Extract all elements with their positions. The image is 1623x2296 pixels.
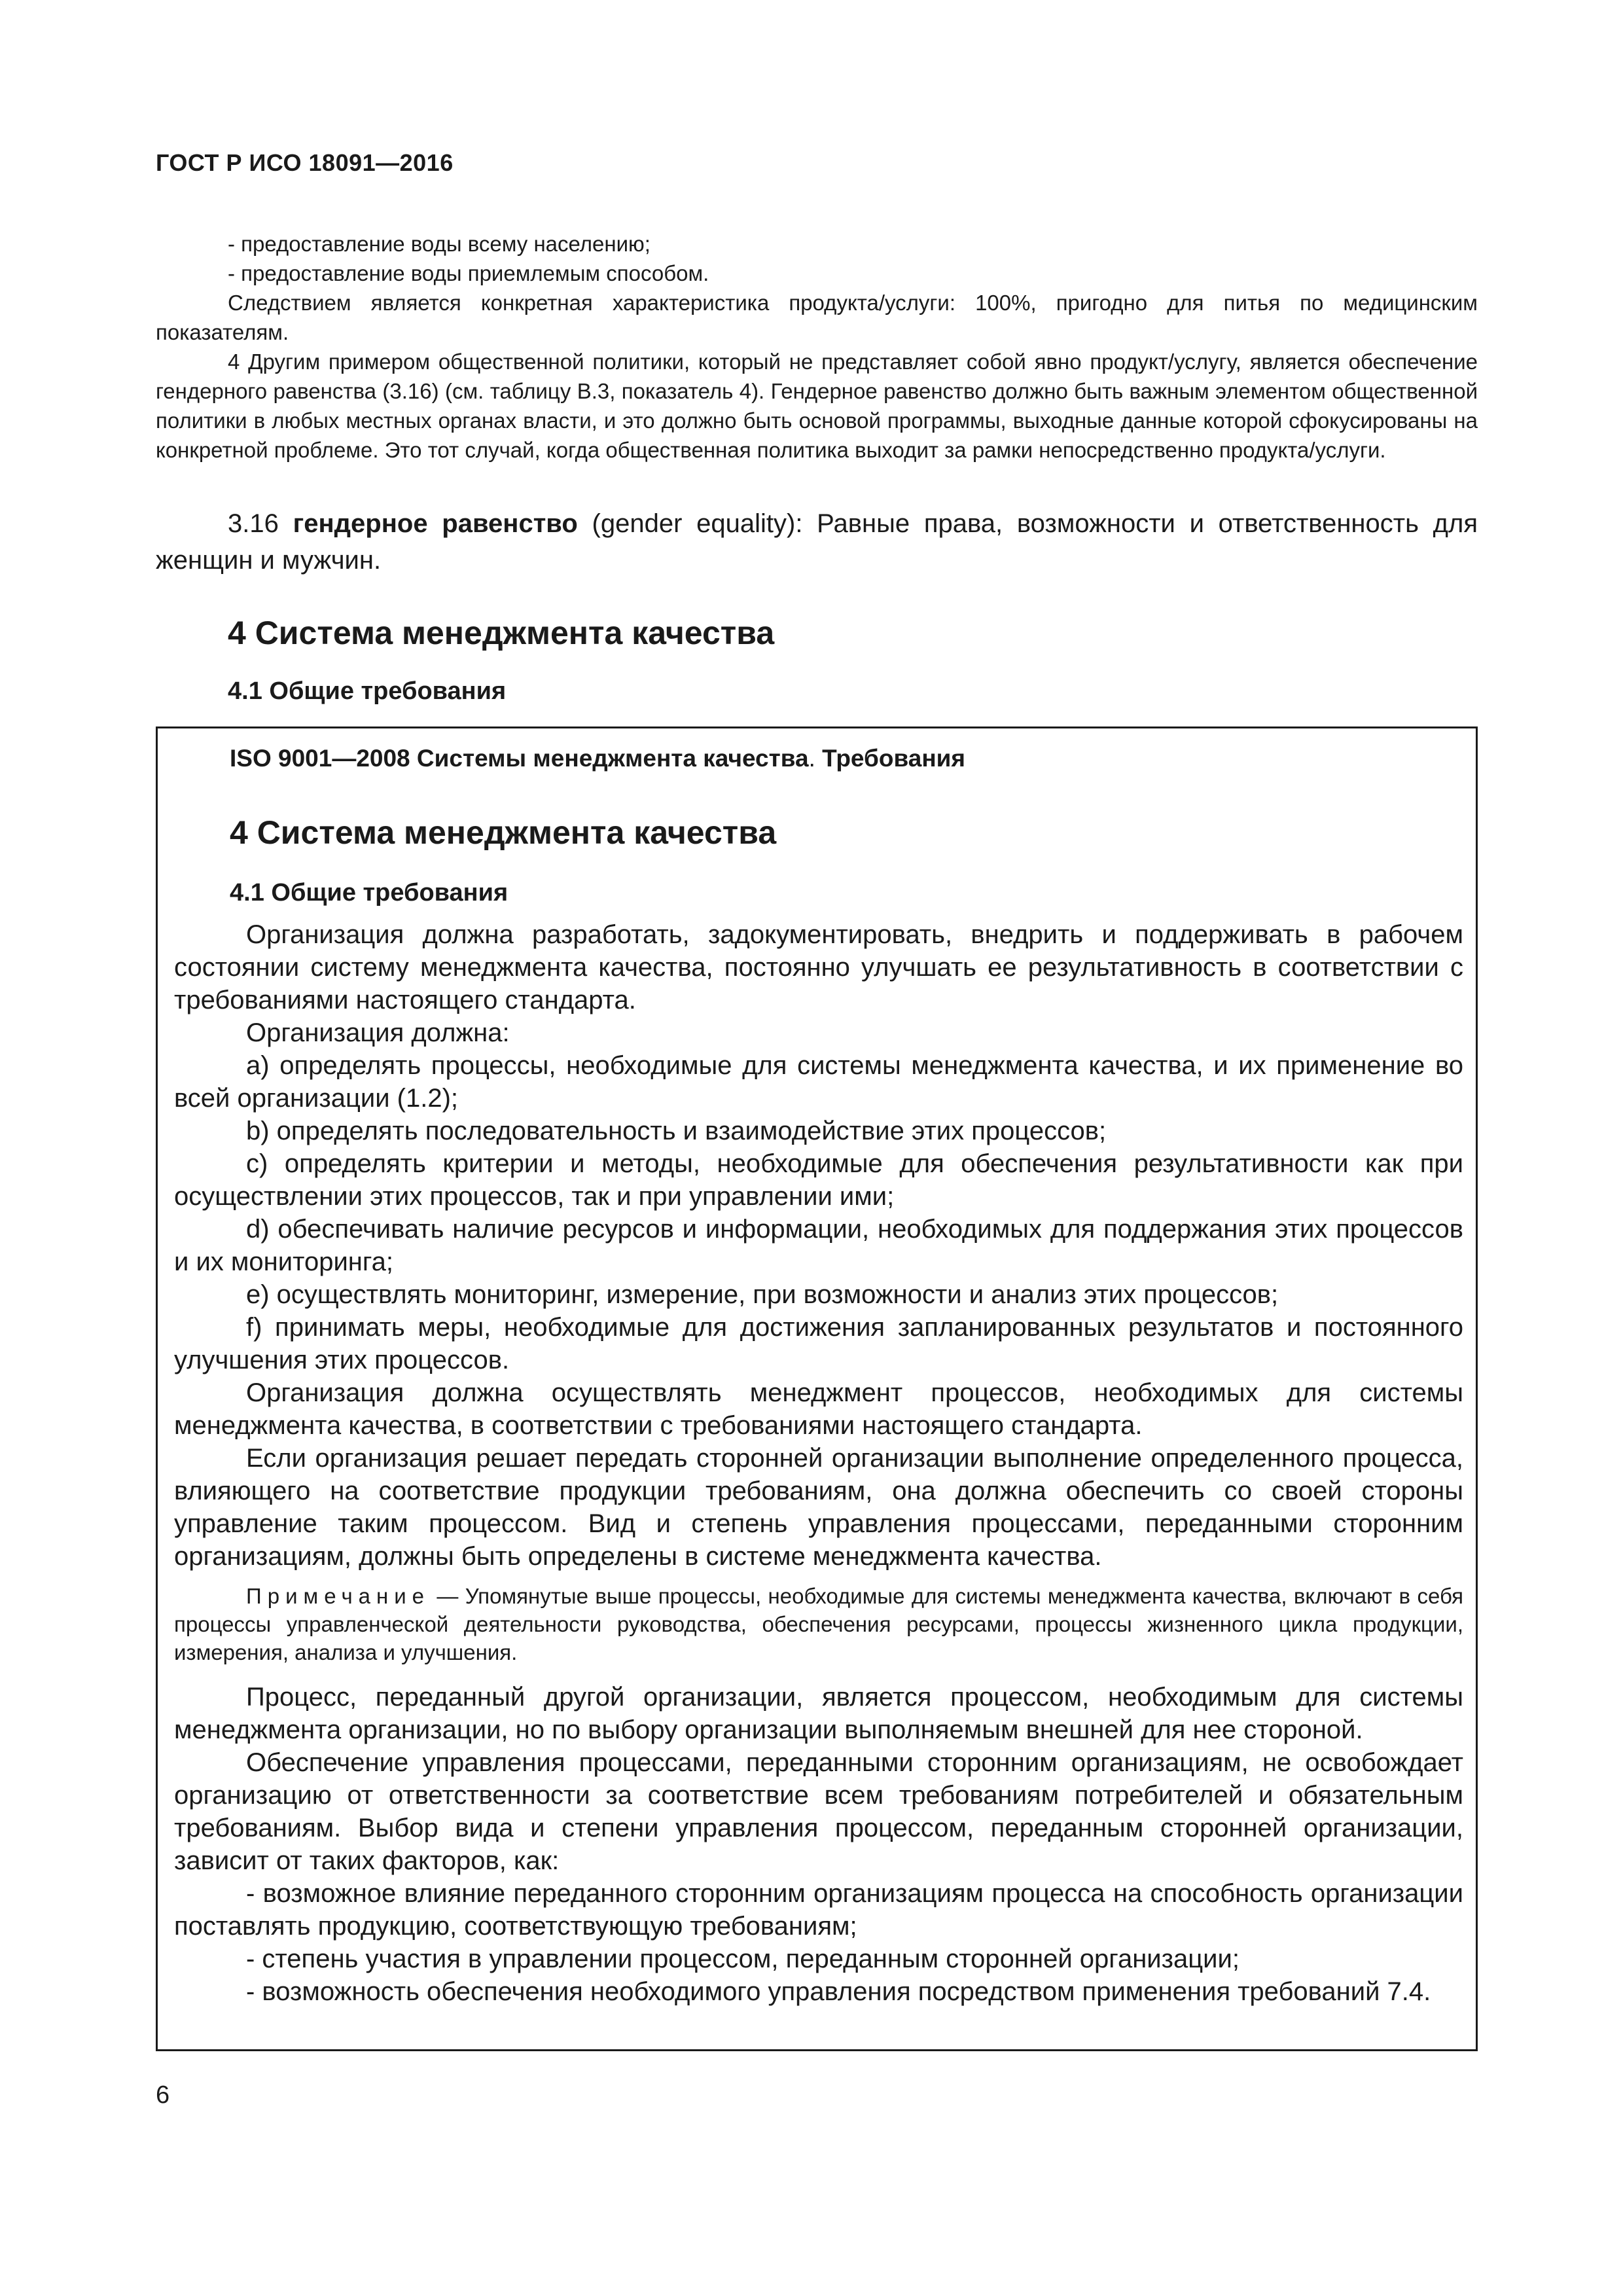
box-subsection-title: 4.1 Общие требования — [230, 879, 508, 906]
box-list-item: e) осуществлять мониторинг, измерение, при возможности и анализ этих процессов; — [246, 1280, 1279, 1309]
box-list-item: a) определять процессы, необходимые для системы менеджмента качества, и их применение во всей организации (1.2); — [174, 1051, 1463, 1113]
definition-term: гендерное равенство — [293, 509, 578, 538]
definition-text: (gender equality): Равные права, возможности и ответственность для женщин и мужчин. — [156, 509, 1478, 575]
intro-paragraph: - предоставление воды всему населению; — [228, 232, 651, 256]
box-paragraph: Организация должна осуществлять менеджмент процессов, необходимых для системы менеджмента качества, в соответствии с требованиями настоящего стандарта. — [174, 1378, 1463, 1440]
definition-number: 3.16 — [228, 509, 279, 538]
box-list-item: d) обеспечивать наличие ресурсов и информации, необходимых для поддержания этих процессов и их мониторинга; — [174, 1215, 1463, 1276]
box-title-separator: . — [808, 745, 823, 772]
definition-3-16 — [156, 505, 1478, 579]
box-list-item: - степень участия в управлении процессом, переданным сторонней организации; — [246, 1945, 1240, 1973]
subsection-title: 4.1 Общие требования — [228, 677, 507, 705]
box-list-item: f) принимать меры, необходимые для достижения запланированных результатов и постоянного улучшения этих процессов. — [174, 1313, 1463, 1374]
note-label: Примечание — [246, 1584, 431, 1608]
box-section-title: 4 Система менеджмента качества — [230, 814, 777, 851]
document-header: ГОСТ Р ИСО 18091—2016 — [156, 149, 454, 176]
box-list-item: - возможное влияние переданного сторонним организациям процесса на способность организации поставлять продукцию, соответствующую требованиям; — [174, 1879, 1463, 1941]
box-paragraph: Обеспечение управления процессами, переданными сторонним организациям, не освобождает организацию от ответственности за соответствие всем требованиям потребителей и обязательным требованиям. Выбор вида и степени управления процессом, переданным сторонней организации, зависит от таких факторов, как: — [174, 1748, 1463, 1875]
intro-paragraph: 4 Другим примером общественной политики, который не представляет собой явно продукт/услугу, является обеспечение гендерного равенства (3.16) (см. таблицу B.3, показатель 4). Гендерное равенство должно быть важным элементом общественной политики в любых местных органах власти, и это должно быть основой программы, выходные данные которой сфокусированы на конкретной проблеме. Это тот случай, когда общественная политика выходит за рамки непосредственно продукта/услуги. — [156, 350, 1478, 462]
page-number: 6 — [156, 2081, 170, 2109]
box-title-tail: Требования — [822, 745, 965, 772]
quoted-standard-box — [156, 726, 1478, 2051]
section-title: 4 Система менеджмента качества — [228, 615, 775, 651]
box-paragraph: Процесс, переданный другой организации, является процессом, необходимым для системы менеджмента организации, но по выбору организации выполняемым внешней для нее стороной. — [174, 1683, 1463, 1744]
box-paragraph: Если организация решает передать сторонней организации выполнение определенного процесса, влияющего на соответствие продукции требованиям, она должна обеспечить со своей стороны управление таким процессом. Вид и степень управления процессами, переданными сторонним организациям, должны быть определены в системе менеджмента качества. — [174, 1444, 1463, 1571]
box-note — [174, 1582, 1463, 1666]
intro-paragraph: - предоставление воды приемлемым способом. — [228, 261, 709, 285]
box-body — [174, 918, 1463, 2008]
intro-text — [156, 229, 1478, 465]
box-list-item: b) определять последовательность и взаимодействие этих процессов; — [246, 1117, 1107, 1145]
box-paragraph: Организация должна: — [246, 1018, 510, 1047]
note-text: — Упомянутые выше процессы, необходимые для системы менеджмента качества, включают в себя процессы управленческой деятельности руководства, обеспечения ресурсами, процессы жизненного цикла продукции, измерения, анализа и улучшения. — [174, 1584, 1463, 1664]
box-paragraph: Организация должна разработать, задокументировать, внедрить и поддерживать в рабочем состоянии систему менеджмента качества, постоянно улучшать ее результативность в соответствии с требованиями настоящего стандарта. — [174, 920, 1463, 1014]
box-title — [230, 745, 965, 772]
box-list-item: - возможность обеспечения необходимого управления посредством применения требований 7.4. — [246, 1977, 1431, 2006]
box-title-main: ISO 9001—2008 Системы менеджмента качества — [230, 745, 809, 772]
intro-paragraph: Следствием является конкретная характеристика продукта/услуги: 100%, пригодно для питья по медицинским показателям. — [156, 291, 1478, 344]
box-list-item: c) определять критерии и методы, необходимые для обеспечения результативности как при осуществлении этих процессов, так и при управлении ими; — [174, 1149, 1463, 1211]
